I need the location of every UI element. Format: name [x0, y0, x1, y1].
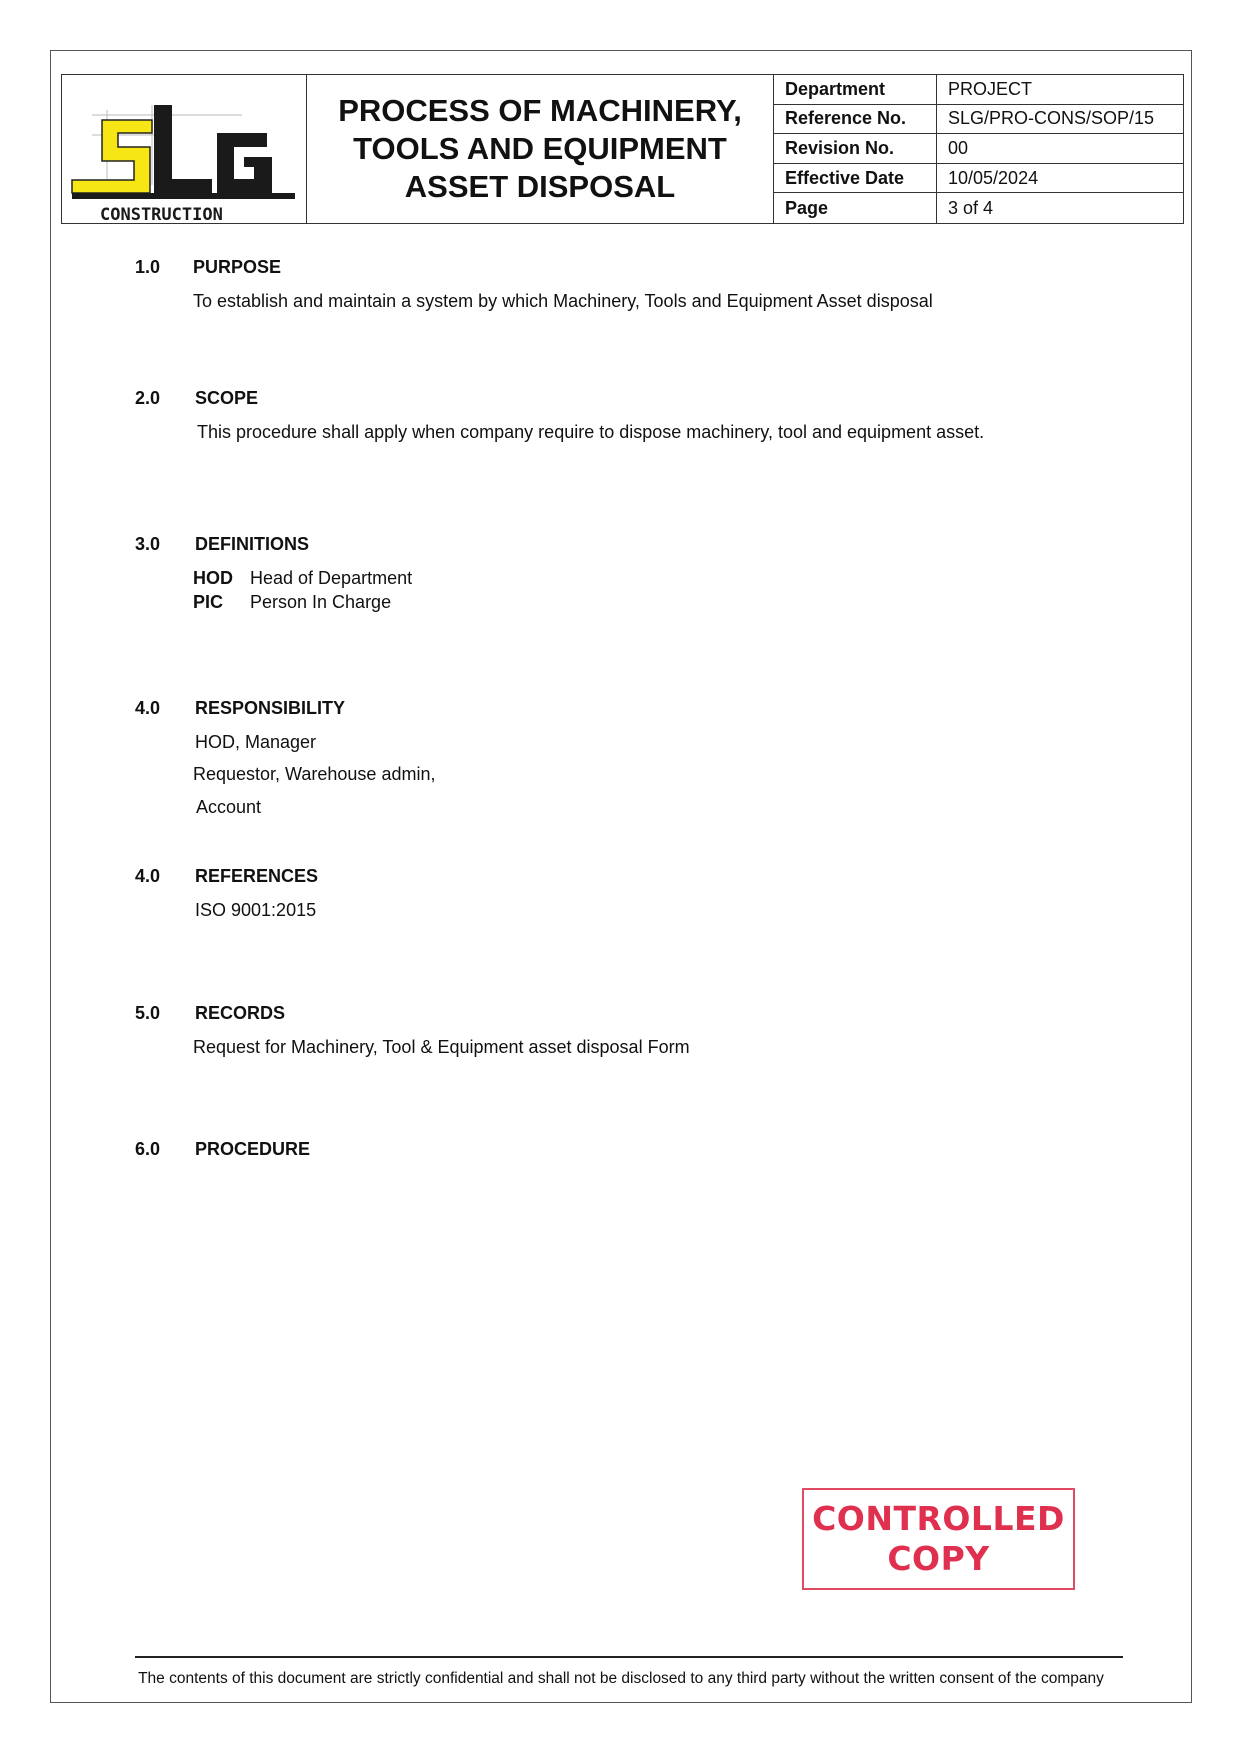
- document-meta-table: [774, 75, 1183, 223]
- stamp-line-1: CONTROLLED: [812, 1499, 1065, 1538]
- scope-text: This procedure shall apply when company require to dispose machinery, tool and equipment asset.: [197, 422, 985, 442]
- definition-abbr-pic: PIC: [193, 592, 224, 612]
- section-number-definitions: 3.0: [135, 534, 161, 554]
- purpose-text: To establish and maintain a system by which Machinery, Tools and Equipment Asset disposal: [193, 291, 933, 311]
- meta-value-department: PROJECT: [937, 75, 1183, 105]
- responsibility-line-3: Account: [196, 797, 262, 817]
- section-title-procedure: PROCEDURE: [195, 1139, 311, 1159]
- title-line-1: PROCESS OF MACHINERY,: [338, 93, 742, 128]
- footer-confidentiality-note: The contents of this document are strictly confidential and shall not be disclosed to any third party without the written consent of the company: [138, 1670, 1104, 1687]
- title-line-2: TOOLS AND EQUIPMENT: [353, 131, 727, 166]
- definition-text-pic: Person In Charge: [250, 592, 392, 612]
- section-title-records: RECORDS: [195, 1003, 286, 1023]
- footer-divider: [135, 1656, 1123, 1658]
- section-number-responsibility: 4.0: [135, 698, 161, 718]
- section-title-responsibility: RESPONSIBILITY: [195, 698, 346, 718]
- meta-value-revision: 00: [937, 134, 1183, 164]
- definition-abbr-hod: HOD: [193, 568, 233, 588]
- stamp-line-2: COPY: [887, 1539, 990, 1578]
- section-number-procedure: 6.0: [135, 1139, 161, 1159]
- meta-key-page: Page: [774, 193, 937, 223]
- meta-key-department: Department: [774, 75, 937, 105]
- definition-text-hod: Head of Department: [250, 568, 413, 588]
- section-number-scope: 2.0: [135, 388, 161, 408]
- responsibility-line-1: HOD, Manager: [195, 732, 317, 752]
- meta-value-reference: SLG/PRO-CONS/SOP/15: [937, 105, 1183, 135]
- document-title-cell: [307, 75, 774, 223]
- section-title-references: REFERENCES: [195, 866, 319, 886]
- title-line-3: ASSET DISPOSAL: [404, 169, 676, 204]
- meta-key-reference: Reference No.: [774, 105, 937, 135]
- responsibility-line-2: Requestor, Warehouse admin,: [193, 764, 436, 784]
- slg-logo-graphic: [62, 75, 306, 225]
- document-title: [338, 92, 742, 206]
- controlled-copy-stamp: [802, 1488, 1075, 1590]
- references-text: ISO 9001:2015: [195, 900, 317, 920]
- meta-key-revision: Revision No.: [774, 134, 937, 164]
- document-header: [61, 74, 1184, 224]
- meta-key-effective-date: Effective Date: [774, 164, 937, 194]
- section-title-scope: SCOPE: [195, 388, 259, 408]
- meta-value-effective-date: 10/05/2024: [937, 164, 1183, 194]
- company-logo: [62, 75, 307, 223]
- logo-subtext: CONSTRUCTION: [100, 205, 223, 225]
- section-number-purpose: 1.0: [135, 257, 161, 277]
- records-text: Request for Machinery, Tool & Equipment asset disposal Form: [193, 1037, 690, 1057]
- section-number-records: 5.0: [135, 1003, 161, 1023]
- meta-value-page: 3 of 4: [948, 197, 994, 218]
- section-title-purpose: PURPOSE: [193, 257, 282, 277]
- section-number-references: 4.0: [135, 866, 161, 886]
- section-title-definitions: DEFINITIONS: [195, 534, 310, 554]
